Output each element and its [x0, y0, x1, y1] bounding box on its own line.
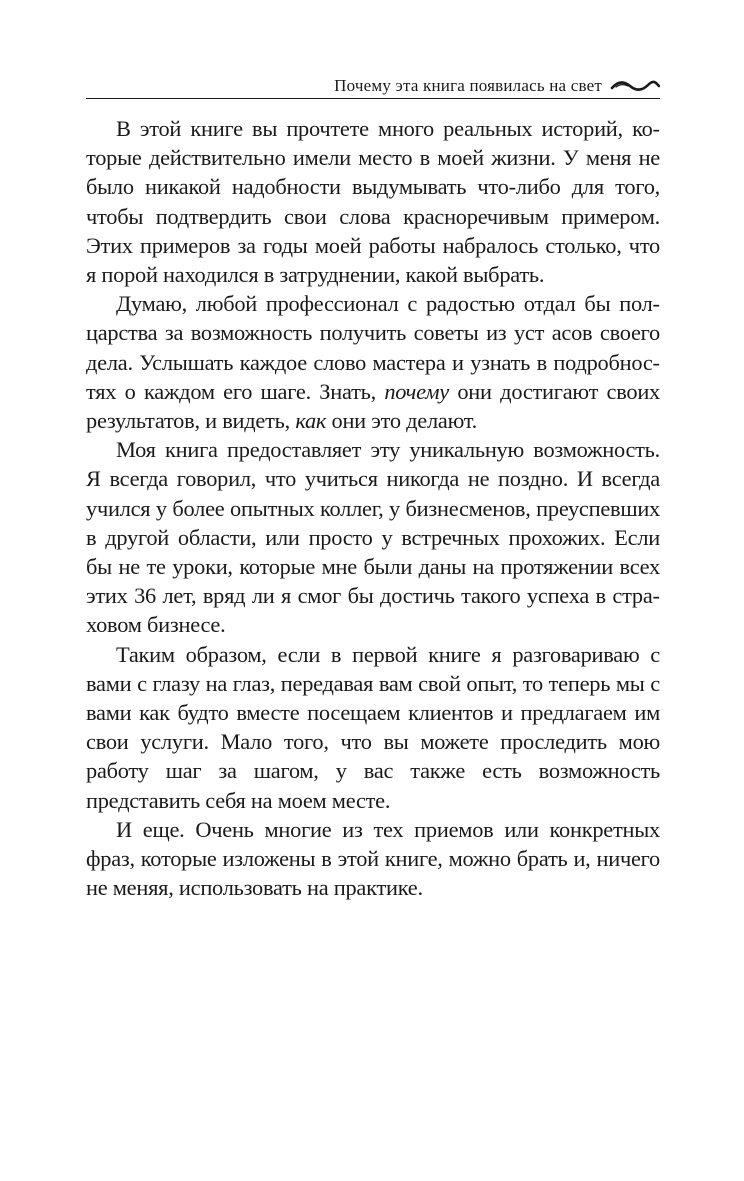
- paragraph-2-part-1: Думаю, любой профессионал с радостью отдал бы полцарства за возможность получить советы из уст асов своего дела. Услышать каждое слово мастера и узнать в подробностях о каждом его шаге. Знать,: [86, 291, 660, 404]
- paragraph-2-part-2: они достигают своих результатов, и видеть,: [86, 378, 660, 434]
- paragraph-2: [86, 289, 660, 435]
- running-header-title: Почему эта книга появилась на свет: [334, 76, 602, 95]
- paragraph-5: И еще. Очень многие из тех приемов или конкретных фраз, которые изложены в этой книге, можно брать и, ничего не меняя, использовать на практике.: [86, 816, 660, 901]
- swash-ornament-icon: [610, 79, 660, 93]
- paragraph-2-part-3: они это делают.: [326, 408, 477, 434]
- running-header: [86, 74, 660, 99]
- paragraph-1: В этой книге вы прочтете много реальных историй, которые действительно имели место в моей жизни. У меня не было никакой надобности выдумывать что-либо для того, чтобы подтвердить свои слова красноречивым примером. Этих примеров за годы моей работы набралось столько, что я порой находился в затруднении, какой выбрать.: [86, 116, 660, 288]
- emphasis-why: почему: [384, 378, 449, 404]
- paragraph-3: Моя книга предоставляет эту уникальную возможность. Я всегда говорил, что учиться никогда не поздно. И всегда учился у более опытных коллег, у бизнесменов, преуспевших в другой области, или просто у встречных прохожих. Если бы не те уроки, которые мне были даны на протяжении всех этих 36 лет, вряд ли я смог бы достичь такого успеха в страховом бизнесе.: [86, 437, 660, 638]
- paragraph-4: Таким образом, если в первой книге я разговариваю с вами с глазу на глаз, передавая вам свой опыт, то теперь мы с вами как будто вместе посещаем клиентов и предлагаем им свои услуги. Мало того, что вы можете проследить мою работу шаг за шагом, у вас также есть возможность представить себя на моем месте.: [86, 641, 660, 813]
- emphasis-how: как: [295, 408, 327, 434]
- body-text: [86, 114, 660, 902]
